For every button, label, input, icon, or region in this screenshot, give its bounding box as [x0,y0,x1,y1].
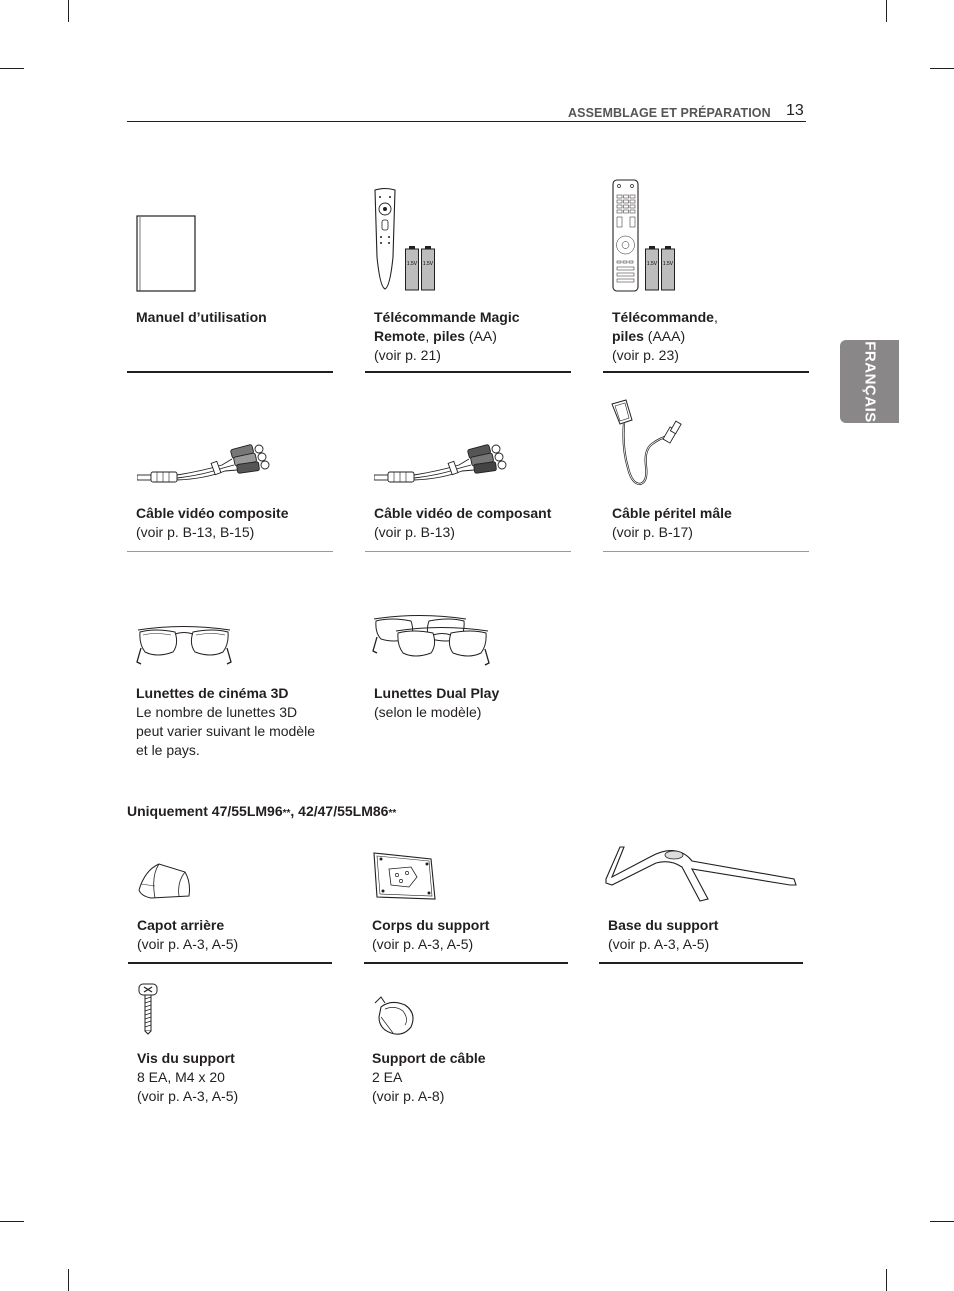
item-divider [127,551,333,552]
component-cable-icon [374,437,514,489]
header-rule [127,121,806,122]
item-divider [127,371,333,373]
language-tab-label: FRANÇAIS [861,340,878,423]
item-extra: (AA) [465,328,497,344]
battery-icon [405,246,419,291]
stand-body-icon [371,851,437,903]
item-name: Manuel d’utilisation [136,309,267,325]
separator: , [425,328,434,344]
item-extra: (AAA) [643,328,686,344]
item-name: piles [433,328,466,344]
crop-mark [0,1221,24,1222]
back-cover-icon [137,862,193,902]
item-ref: (voir p. B-13) [374,524,455,540]
item-name: piles [612,328,644,344]
screw-icon [137,983,161,1035]
crop-mark [68,1269,69,1291]
separator: , [713,309,718,325]
crop-mark [886,1269,887,1291]
item-name: Support de câble [372,1050,486,1066]
battery-label: 1.5V [406,261,418,267]
crop-mark [886,0,887,22]
item-note: et le pays. [136,742,200,758]
crop-mark [68,0,69,22]
stand-base-icon [604,843,798,903]
section-title: ASSEMBLAGE ET PRÉPARATION [568,106,771,120]
item-qty: 8 EA, M4 x 20 [137,1069,225,1085]
composite-cable-icon [137,437,277,489]
item-name: Lunettes de cinéma 3D [136,685,289,701]
battery-icon [661,246,675,291]
models-label [127,803,396,819]
item-ref: (voir p. A-3, A-5) [372,936,474,952]
scart-cable-icon [608,398,688,488]
item-name: Capot arrière [137,917,225,933]
item-ref: (voir p. 21) [374,347,441,363]
battery-label: 1.5V [662,261,674,267]
item-name: Câble péritel mâle [612,505,732,521]
item-name: Câble vidéo composite [136,505,289,521]
item-divider [365,371,571,373]
models-label-part: , 42/47/55LM86 [290,803,389,819]
language-tab [840,340,899,423]
item-name: Télécommande Magic [374,309,520,325]
remote-control-icon [612,179,640,292]
item-ref: (voir p. A-3, A-5) [137,1088,239,1104]
item-name: Corps du support [372,917,490,933]
item-divider [365,551,571,552]
item-divider [364,962,568,964]
item-ref: (voir p. B-13, B-15) [136,524,255,540]
item-note: (selon le modèle) [374,704,482,720]
crop-mark [930,68,954,69]
manual-icon [136,215,198,293]
battery-icon [421,246,435,291]
item-name: Lunettes Dual Play [374,685,500,701]
item-name: Base du support [608,917,719,933]
item-ref: (voir p. A-3, A-5) [137,936,239,952]
item-ref: (voir p. 23) [612,347,679,363]
item-name: Remote [374,328,426,344]
item-name: Télécommande [612,309,714,325]
models-label-part: Uniquement 47/55LM96 [127,803,283,819]
item-qty: 2 EA [372,1069,403,1085]
crop-mark [0,68,24,69]
glasses-icon [135,624,235,668]
item-ref: (voir p. A-3, A-5) [608,936,710,952]
item-ref: (voir p. A-8) [372,1088,445,1104]
item-note: peut varier suivant le modèle [136,723,315,739]
models-label-stars: ** [388,808,397,819]
item-divider [603,551,809,552]
item-divider [128,962,332,964]
battery-icon [645,246,659,291]
item-name: Vis du support [137,1050,235,1066]
crop-mark [930,1221,954,1222]
item-note: Le nombre de lunettes 3D [136,704,298,720]
page-number: 13 [786,102,804,119]
dual-play-glasses-icon [371,613,495,669]
battery-label: 1.5V [422,261,434,267]
item-ref: (voir p. B-17) [612,524,693,540]
item-divider [599,962,803,964]
models-label-stars: ** [282,808,291,819]
item-divider [603,371,809,373]
cable-holder-icon [371,995,417,1037]
item-name: Câble vidéo de composant [374,505,552,521]
battery-label: 1.5V [646,261,658,267]
